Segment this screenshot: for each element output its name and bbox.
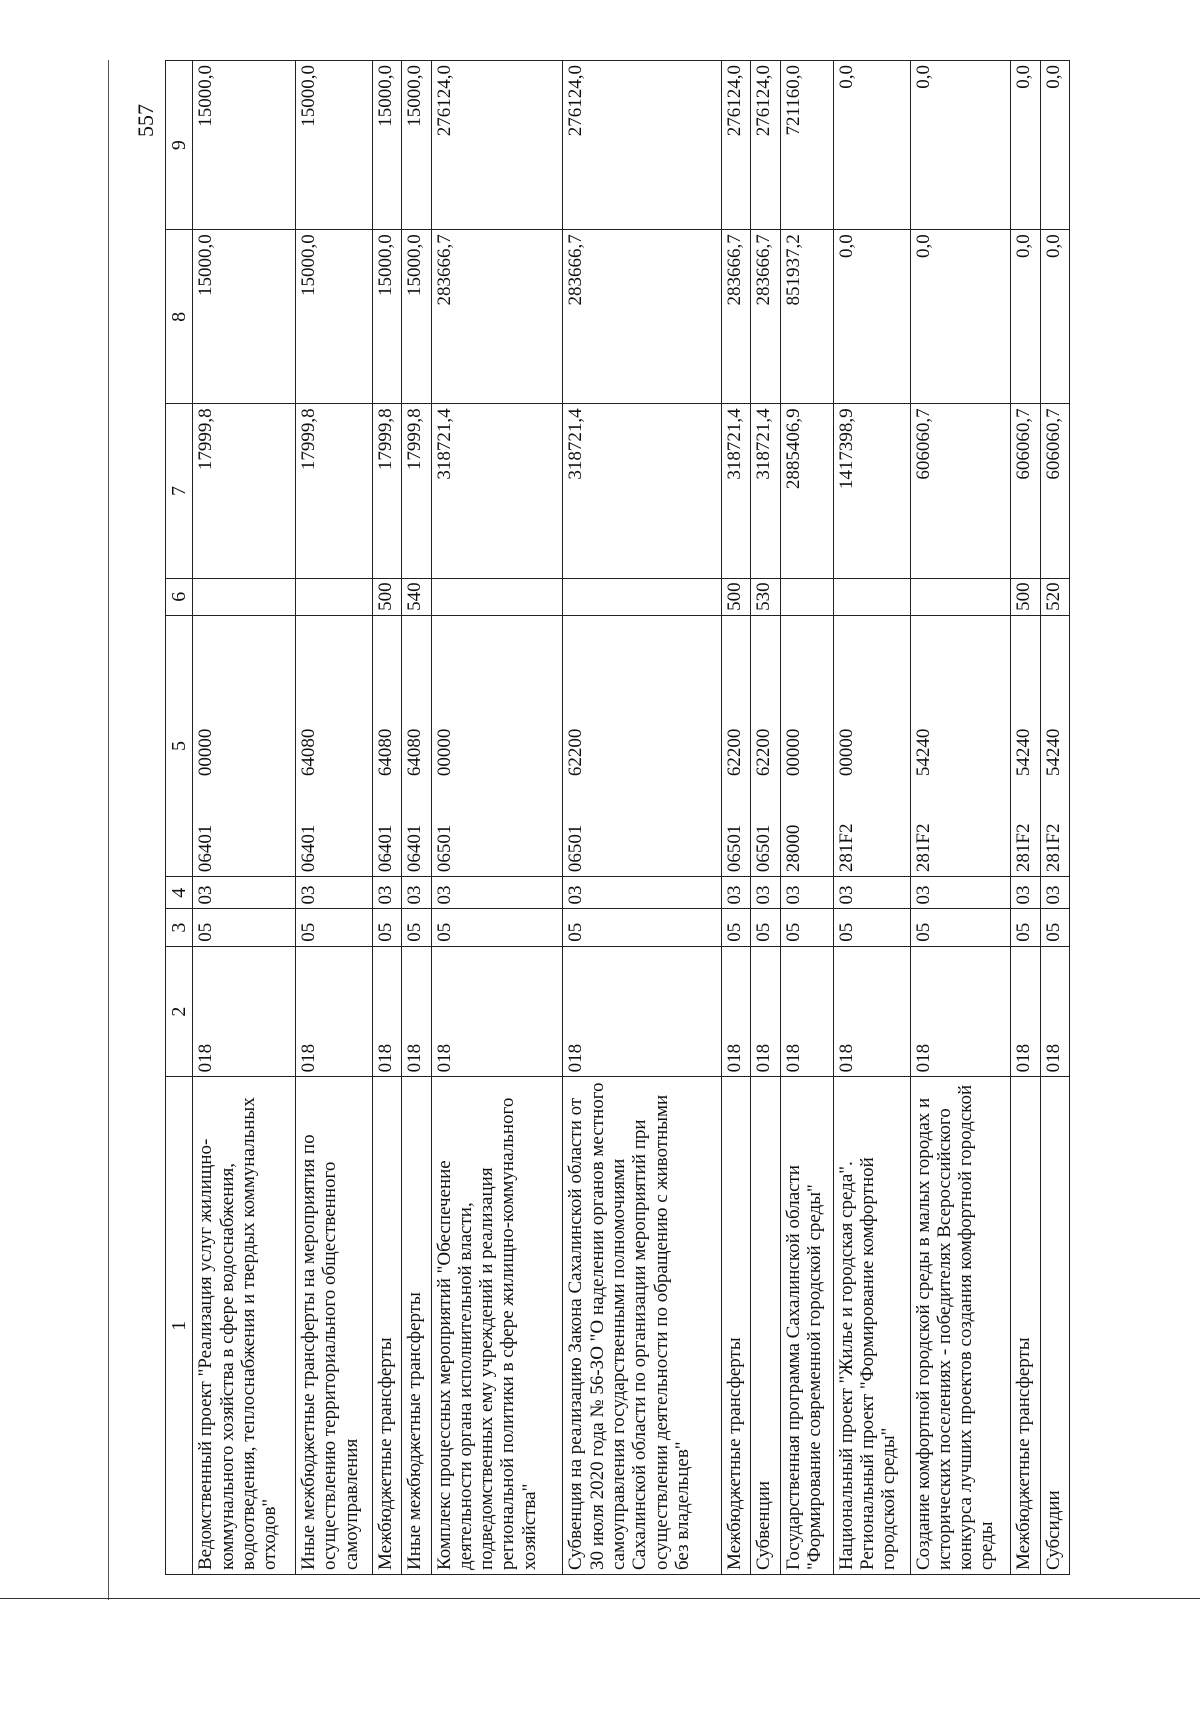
cell-col7: 318721,4 — [563, 404, 722, 578]
column-header: 5 — [166, 615, 193, 876]
cell-col6 — [193, 578, 296, 615]
cell-col5-program: 06401 — [374, 824, 396, 873]
cell-col2: 018 — [1040, 946, 1069, 1077]
cell-col3: 05 — [402, 909, 431, 946]
cell-col3: 05 — [780, 909, 833, 946]
cell-col9: 0,0 — [910, 61, 1011, 230]
scan-line — [108, 60, 109, 1600]
cell-col6: 540 — [402, 578, 431, 615]
cell-col3: 05 — [296, 909, 373, 946]
cell-col5 — [1011, 615, 1040, 876]
cell-col4: 03 — [402, 877, 431, 909]
cell-col4: 03 — [296, 877, 373, 909]
cell-col7: 606060,7 — [910, 404, 1011, 578]
row-name: Субвенция на реализацию Закона Сахалинской области от 30 июля 2020 года № 56-ЗО "О наделении органов местного самоуправления государственными полномочиями Сахалинской области по организации мероприятий при осуществлении деятельности по обращению с животными без владельцев" — [563, 1077, 722, 1575]
scan-line — [0, 1598, 1200, 1599]
cell-col8: 0,0 — [1011, 230, 1040, 404]
budget-table — [165, 60, 1070, 1575]
cell-col6 — [296, 578, 373, 615]
row-name: Иные межбюджетные трансферты — [402, 1077, 431, 1575]
table-row — [372, 61, 401, 1575]
table-row — [1040, 61, 1069, 1575]
cell-col5 — [1040, 615, 1069, 876]
cell-col3: 05 — [372, 909, 401, 946]
cell-col9: 276124,0 — [722, 61, 751, 230]
cell-col8: 15000,0 — [402, 230, 431, 404]
cell-col9: 15000,0 — [296, 61, 373, 230]
cell-col5-program: 28000 — [782, 824, 804, 873]
cell-col5-program: 06501 — [724, 824, 746, 873]
cell-col6 — [563, 578, 722, 615]
cell-col7: 606060,7 — [1011, 404, 1040, 578]
column-header: 8 — [166, 230, 193, 404]
cell-col7: 17999,8 — [193, 404, 296, 578]
table-row — [833, 61, 910, 1575]
cell-col5 — [780, 615, 833, 876]
cell-col7: 17999,8 — [372, 404, 401, 578]
page-number: 557 — [133, 104, 158, 137]
cell-col9: 276124,0 — [563, 61, 722, 230]
cell-col6 — [833, 578, 910, 615]
cell-col8: 15000,0 — [193, 230, 296, 404]
cell-col8: 851937,2 — [780, 230, 833, 404]
column-header: 1 — [166, 1077, 193, 1575]
cell-col2: 018 — [1011, 946, 1040, 1077]
cell-col8: 15000,0 — [372, 230, 401, 404]
cell-col7: 2885406,9 — [780, 404, 833, 578]
cell-col2: 018 — [722, 946, 751, 1077]
cell-col5-program: 06501 — [753, 824, 775, 873]
row-name: Межбюджетные трансферты — [1011, 1077, 1040, 1575]
row-name: Комплекс процессных мероприятий "Обеспечение деятельности органа исполнительной власти, подведомственных ему учреждений и реализация региональной политики в сфере жилищно-коммунального хозяйства" — [431, 1077, 563, 1575]
cell-col4: 03 — [431, 877, 563, 909]
cell-col9: 15000,0 — [372, 61, 401, 230]
cell-col3: 05 — [563, 909, 722, 946]
table-row — [910, 61, 1011, 1575]
cell-col6 — [431, 578, 563, 615]
cell-col3: 05 — [910, 909, 1011, 946]
cell-col6 — [910, 578, 1011, 615]
rotated-content — [125, 60, 1075, 1575]
cell-col5-direction: 62200 — [753, 728, 775, 777]
cell-col2: 018 — [193, 946, 296, 1077]
cell-col2: 018 — [296, 946, 373, 1077]
cell-col2: 018 — [402, 946, 431, 1077]
cell-col2: 018 — [833, 946, 910, 1077]
table-row — [780, 61, 833, 1575]
cell-col5 — [751, 615, 780, 876]
row-name: Межбюджетные трансферты — [722, 1077, 751, 1575]
row-name: Субсидии — [1040, 1077, 1069, 1575]
cell-col3: 05 — [431, 909, 563, 946]
cell-col7: 17999,8 — [296, 404, 373, 578]
cell-col9: 15000,0 — [402, 61, 431, 230]
cell-col2: 018 — [780, 946, 833, 1077]
cell-col5-direction: 54240 — [1042, 728, 1064, 777]
cell-col5-direction: 00000 — [835, 728, 857, 777]
cell-col9: 276124,0 — [431, 61, 563, 230]
cell-col4: 03 — [722, 877, 751, 909]
cell-col5-program: 281F2 — [1042, 823, 1064, 873]
cell-col7: 17999,8 — [402, 404, 431, 578]
cell-col3: 05 — [1011, 909, 1040, 946]
row-name: Межбюджетные трансферты — [372, 1077, 401, 1575]
cell-col5-program: 06501 — [433, 824, 455, 873]
cell-col9: 0,0 — [1040, 61, 1069, 230]
cell-col2: 018 — [910, 946, 1011, 1077]
cell-col5-program: 06401 — [298, 824, 320, 873]
cell-col5-program: 281F2 — [912, 823, 934, 873]
cell-col2: 018 — [372, 946, 401, 1077]
row-name: Создание комфортной городской среды в малых городах и исторических поселениях - победителях Всероссийского конкурса лучших проектов создания комфортной городской среды — [910, 1077, 1011, 1575]
row-name: Иные межбюджетные трансферты на мероприятия по осуществлению территориального общественного самоуправления — [296, 1077, 373, 1575]
cell-col2: 018 — [563, 946, 722, 1077]
cell-col9: 15000,0 — [193, 61, 296, 230]
column-header: 6 — [166, 578, 193, 615]
cell-col4: 03 — [1040, 877, 1069, 909]
cell-col4: 03 — [780, 877, 833, 909]
table-row — [1011, 61, 1040, 1575]
cell-col5-direction: 64080 — [374, 728, 396, 777]
cell-col5-direction: 54240 — [1013, 728, 1035, 777]
cell-col7: 318721,4 — [722, 404, 751, 578]
cell-col3: 05 — [722, 909, 751, 946]
cell-col3: 05 — [751, 909, 780, 946]
cell-col5 — [910, 615, 1011, 876]
column-header: 2 — [166, 946, 193, 1077]
table-row — [402, 61, 431, 1575]
cell-col6: 500 — [372, 578, 401, 615]
cell-col7: 606060,7 — [1040, 404, 1069, 578]
cell-col6: 520 — [1040, 578, 1069, 615]
column-header: 4 — [166, 877, 193, 909]
cell-col8: 283666,7 — [751, 230, 780, 404]
cell-col6 — [780, 578, 833, 615]
cell-col5-program: 06501 — [565, 824, 587, 873]
cell-col5-direction: 00000 — [195, 728, 217, 777]
cell-col9: 0,0 — [1011, 61, 1040, 230]
cell-col2: 018 — [751, 946, 780, 1077]
table-row — [722, 61, 751, 1575]
cell-col5 — [833, 615, 910, 876]
cell-col6: 500 — [722, 578, 751, 615]
cell-col5 — [722, 615, 751, 876]
cell-col5 — [402, 615, 431, 876]
cell-col7: 1417398,9 — [833, 404, 910, 578]
cell-col3: 05 — [1040, 909, 1069, 946]
cell-col4: 03 — [563, 877, 722, 909]
cell-col6: 500 — [1011, 578, 1040, 615]
cell-col5-direction: 64080 — [404, 728, 426, 777]
row-name: Ведомственный проект "Реализация услуг жилищно-коммунального хозяйства в сфере водоснабжения, водоотведения, теплоснабжения и твердых коммунальных отходов" — [193, 1077, 296, 1575]
column-header: 3 — [166, 909, 193, 946]
cell-col5 — [193, 615, 296, 876]
row-name: Государственная программа Сахалинской области "Формирование современной городской среды" — [780, 1077, 833, 1575]
cell-col5 — [563, 615, 722, 876]
cell-col6: 530 — [751, 578, 780, 615]
cell-col8: 283666,7 — [563, 230, 722, 404]
cell-col8: 0,0 — [1040, 230, 1069, 404]
cell-col9: 721160,0 — [780, 61, 833, 230]
table-row — [431, 61, 563, 1575]
cell-col5 — [296, 615, 373, 876]
cell-col5-program: 06401 — [404, 824, 426, 873]
table-row — [296, 61, 373, 1575]
cell-col5-direction: 00000 — [433, 728, 455, 777]
header-row — [166, 61, 193, 1575]
cell-col4: 03 — [910, 877, 1011, 909]
cell-col7: 318721,4 — [751, 404, 780, 578]
cell-col8: 0,0 — [833, 230, 910, 404]
cell-col5-direction: 00000 — [782, 728, 804, 777]
cell-col5-program: 281F2 — [835, 823, 857, 873]
cell-col8: 0,0 — [910, 230, 1011, 404]
cell-col5-direction: 62200 — [565, 728, 587, 777]
row-name: Субвенции — [751, 1077, 780, 1575]
cell-col3: 05 — [833, 909, 910, 946]
cell-col5-program: 281F2 — [1013, 823, 1035, 873]
cell-col4: 03 — [751, 877, 780, 909]
cell-col5-direction: 62200 — [724, 728, 746, 777]
cell-col8: 15000,0 — [296, 230, 373, 404]
table-row — [193, 61, 296, 1575]
table-row — [751, 61, 780, 1575]
cell-col7: 318721,4 — [431, 404, 563, 578]
cell-col8: 283666,7 — [722, 230, 751, 404]
cell-col2: 018 — [431, 946, 563, 1077]
cell-col5 — [372, 615, 401, 876]
column-header: 9 — [166, 61, 193, 230]
table-row — [563, 61, 722, 1575]
cell-col4: 03 — [193, 877, 296, 909]
cell-col4: 03 — [833, 877, 910, 909]
cell-col5-direction: 54240 — [912, 728, 934, 777]
column-header: 7 — [166, 404, 193, 578]
cell-col5-direction: 64080 — [298, 728, 320, 777]
cell-col4: 03 — [372, 877, 401, 909]
cell-col4: 03 — [1011, 877, 1040, 909]
row-name: Национальный проект "Жилье и городская среда". Региональный проект "Формирование комфортной городской среды" — [833, 1077, 910, 1575]
cell-col3: 05 — [193, 909, 296, 946]
cell-col5 — [431, 615, 563, 876]
cell-col5-program: 06401 — [195, 824, 217, 873]
cell-col9: 276124,0 — [751, 61, 780, 230]
cell-col8: 283666,7 — [431, 230, 563, 404]
cell-col9: 0,0 — [833, 61, 910, 230]
